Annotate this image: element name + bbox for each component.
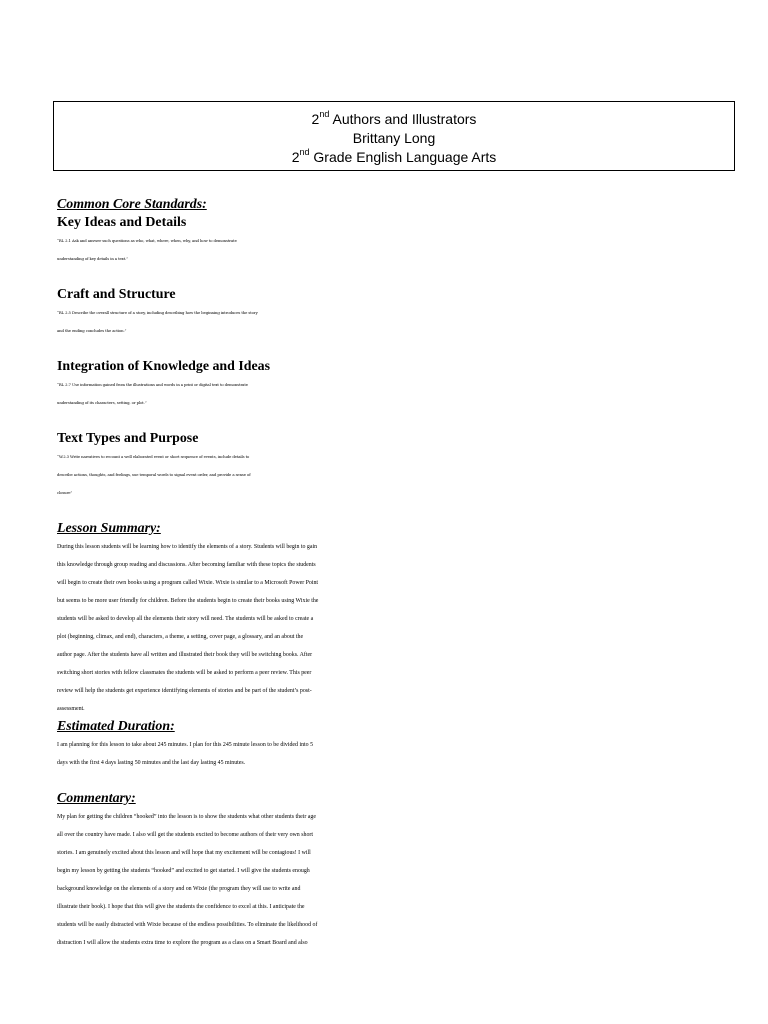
commentary-line: students will be easily distracted with Wixie because of the endless possibilities. To eliminate the likelihood of <box>57 922 318 928</box>
document-title: 2nd Authors and Illustrators <box>311 109 477 127</box>
author-name: Brittany Long <box>352 130 436 146</box>
summary-line: will begin to create their own books using a program called Wixie. Wixie is similar to a Microsoft Power Point <box>57 580 319 586</box>
summary-line: this knowledge through group reading and discussions. After becoming familiar with these topics the students <box>57 562 316 568</box>
summary-line: switching short stories with fellow classmates the students will be asked to perform a peer review. This peer <box>57 670 312 676</box>
commentary-line: My plan for getting the children “hooked” into the lesson is to show the students what other students their age <box>57 814 316 820</box>
grade-subject: 2nd Grade English Language Arts <box>291 147 497 165</box>
standard-text-line: “RL 2.7 Use information gained from the illustrations and words in a print or digital text to demonstrate <box>57 382 248 387</box>
standard-text-line: closure” <box>57 490 73 495</box>
standard-text-line: understanding of key details in a text.” <box>57 256 129 261</box>
standard-heading: Craft and Structure <box>57 287 176 302</box>
commentary-line: stories. I am genuinely excited about this lesson and will hope that my excitement will be contagious! I will <box>57 850 311 856</box>
summary-line: assessment. <box>57 706 85 712</box>
standard-heading: Key Ideas and Details <box>57 215 187 230</box>
standard-text-line: and the ending concludes the action.” <box>57 328 127 333</box>
summary-line: students will be asked to develop all the elements their story will need. The students will be asked to create a <box>57 616 314 622</box>
commentary-line: background knowledge on the elements of a story and on Wixie (the program they will use to write and <box>57 886 301 892</box>
summary-title: Lesson Summary: <box>57 521 161 536</box>
standard-heading: Text Types and Purpose <box>57 431 199 446</box>
duration-title: Estimated Duration: <box>57 719 175 734</box>
commentary-line: begin my lesson by getting the students “hooked” and excited to get started. I will give the students enough <box>57 868 310 874</box>
duration-line: days with the first 4 days lasting 50 minutes and the last day lasting 45 minutes. <box>57 760 246 766</box>
commentary-line: illustrate their book). I hope that this will give the students the confidence to excel at this. I anticipate the <box>57 904 305 910</box>
document-body <box>57 196 729 952</box>
title-box <box>53 101 735 171</box>
commentary-title: Commentary: <box>57 791 136 806</box>
commentary-line: all over the country have made. I also will get the students excited to become authors of their very own short <box>57 832 314 838</box>
commentary-line: distraction I will allow the students extra time to explore the program as a class on a Smart Board and also <box>57 940 308 946</box>
standard-text-line: “RL 2.5 Describe the overall structure of a story, including describing how the beginning introduces the story <box>57 310 258 315</box>
summary-line: review will help the students get experience identifying elements of stories and be part of the student’s post- <box>57 688 312 694</box>
standard-heading: Integration of Knowledge and Ideas <box>57 359 271 374</box>
standard-text-line: understanding of its characters, setting, or plot.” <box>57 400 147 405</box>
standard-text-line: describe actions, thoughts, and feelings, use temporal words to signal event order, and provide a sense of <box>57 472 251 477</box>
summary-line: plot (beginning, climax, and end), characters, a theme, a setting, cover page, a glossary, and an about the <box>57 634 304 640</box>
standard-text-line: “W.2.3 Write narratives to recount a well elaborated event or short sequence of events, include details to <box>57 454 250 459</box>
standards-title: Common Core Standards: <box>57 197 207 212</box>
summary-line: During this lesson students will be learning how to identify the elements of a story. Students will begin to gain <box>57 544 318 550</box>
summary-line: but seems to be more user friendly for children. Before the students begin to create their books using Wixie the <box>57 598 319 604</box>
standard-text-line: “RL 2.1 Ask and answer such questions as who, what, where, when, why, and how to demonstrate <box>57 238 237 243</box>
duration-line: I am planning for this lesson to take about 245 minutes. I plan for this 245 minute lesson to be divided into 5 <box>57 742 314 748</box>
summary-line: author page. After the students have all written and illustrated their book they will be switching books. After <box>57 652 313 658</box>
